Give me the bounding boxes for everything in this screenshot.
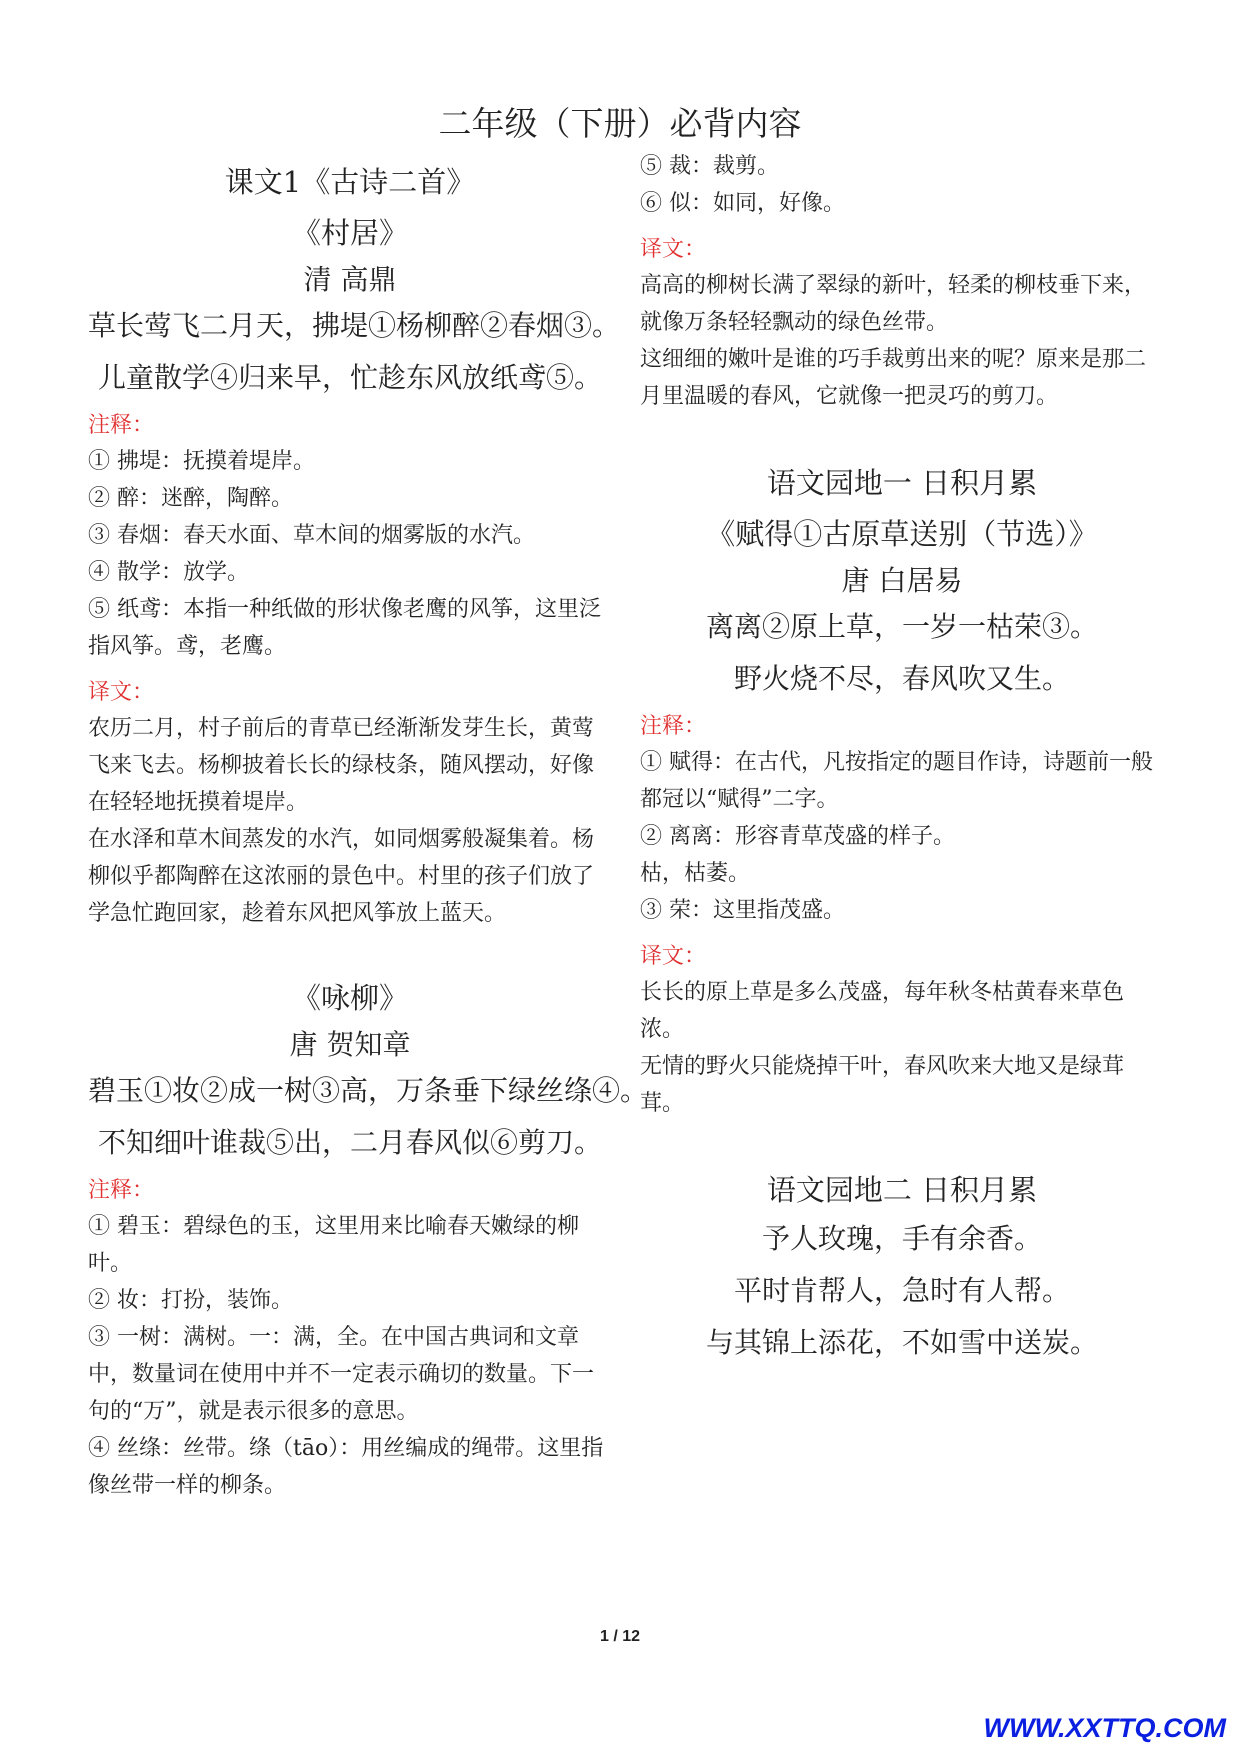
note-item: ③ 荣：这里指茂盛。 xyxy=(640,898,845,923)
poem-line: 草长莺飞二月天，拂堤①杨柳醉②春烟③。 xyxy=(88,309,621,342)
note-item: ② 离离：形容青草茂盛的样子。 xyxy=(640,824,955,849)
site-watermark[interactable]: WWW.XXTTQ.COM xyxy=(983,1713,1226,1743)
translation-paragraph: 在水泽和草木间蒸发的水汽，如同烟雾般凝集着。杨柳似乎都陶醉在这浓丽的景色中。村里的孩子们放了学急忙跑回家，趁着东风把风筝放上蓝天。 xyxy=(88,827,595,926)
translation-label: 译文： xyxy=(640,237,707,262)
right-column xyxy=(640,148,1164,1373)
poem-line: 碧玉①妆②成一树③高，万条垂下绿丝绦④。 xyxy=(88,1074,649,1107)
page-title: 二年级（下册）必背内容 xyxy=(438,104,802,143)
translation-paragraph: 高高的柳树长满了翠绿的新叶，轻柔的柳枝垂下来，就像万条轻轻飘动的绿色丝带。 xyxy=(640,273,1147,335)
note-item: ① 赋得：在古代，凡按指定的题目作诗，诗题前一般都冠以“赋得”二字。 xyxy=(640,750,1153,812)
saying-line: 平时肯帮人，急时有人帮。 xyxy=(733,1274,1070,1307)
translation-label: 译文： xyxy=(88,680,155,705)
section-heading: 语文园地二 日积月累 xyxy=(766,1173,1038,1207)
notes-label: 注释： xyxy=(88,413,155,438)
translation-paragraph: 农历二月，村子前后的青草已经渐渐发芽生长，黄莺飞来飞去。杨柳披着长长的绿枝条，随风摆动，好像在轻轻地抚摸着堤岸。 xyxy=(88,716,595,815)
poem-title-fude: 《赋得①古原草送别（节选）》 xyxy=(706,517,1098,551)
poem-line: 儿童散学④归来早，忙趁东风放纸鸢⑤。 xyxy=(97,361,602,394)
left-column xyxy=(88,148,649,1504)
note-item: ① 拂堤：抚摸着堤岸。 xyxy=(88,449,315,474)
saying-line: 与其锦上添花，不如雪中送炭。 xyxy=(705,1326,1098,1359)
translation-paragraph: 无情的野火只能烧掉干叶，春风吹来大地又是绿茸茸。 xyxy=(640,1054,1125,1116)
note-item: ⑥ 似：如同，好像。 xyxy=(640,191,845,216)
poem-title-yongliu: 《咏柳》 xyxy=(291,981,408,1015)
translation-label: 译文： xyxy=(640,944,707,969)
note-item: ① 碧玉：碧绿色的玉，这里用来比喻春天嫩绿的柳叶。 xyxy=(88,1214,579,1276)
note-item: ⑤ 纸鸢：本指一种纸做的形状像老鹰的风筝，这里泛指风筝。鸢，老鹰。 xyxy=(88,597,601,659)
poem-author: 唐 白居易 xyxy=(841,564,963,597)
note-item: ② 妆：打扮，装饰。 xyxy=(88,1288,293,1313)
poem-author: 唐 贺知章 xyxy=(289,1028,411,1061)
poem-title-cunju: 《村居》 xyxy=(291,216,408,250)
poem-author: 清 高鼎 xyxy=(303,263,397,296)
translation-paragraph: 这细细的嫩叶是谁的巧手裁剪出来的呢？原来是那二月里温暖的春风，它就像一把灵巧的剪刀。 xyxy=(640,347,1147,409)
poem-line: 野火烧不尽，春风吹又生。 xyxy=(733,662,1070,695)
notes-label: 注释： xyxy=(640,714,707,739)
poem-line: 离离②原上草，一岁一枯荣③。 xyxy=(705,610,1098,643)
translation-paragraph: 长长的原上草是多么茂盛，每年秋冬枯黄春来草色浓。 xyxy=(640,980,1125,1042)
note-item: 枯，枯萎。 xyxy=(640,861,751,886)
note-item: ⑤ 裁：裁剪。 xyxy=(640,154,779,179)
note-item: ④ 丝绦：丝带。绦（tāo）：用丝编成的绳带。这里指像丝带一样的柳条。 xyxy=(88,1436,604,1498)
notes-label: 注释： xyxy=(88,1178,155,1203)
lesson-title: 课文1《古诗二首》 xyxy=(224,165,476,199)
page-number: 1 / 12 xyxy=(599,1628,641,1645)
note-item: ④ 散学：放学。 xyxy=(88,560,249,585)
note-item: ③ 春烟：春天水面、草木间的烟雾版的水汽。 xyxy=(88,523,535,548)
note-item: ③ 一树：满树。一：满，全。在中国古典词和文章中，数量词在使用中并不一定表示确切的数量。下一句的“万”，就是表示很多的意思。 xyxy=(88,1325,595,1424)
section-heading: 语文园地一 日积月累 xyxy=(766,466,1038,500)
note-item: ② 醉：迷醉，陶醉。 xyxy=(88,486,293,511)
saying-line: 予人玫瑰，手有余香。 xyxy=(761,1222,1042,1255)
poem-line: 不知细叶谁裁⑤出，二月春风似⑥剪刀。 xyxy=(97,1126,602,1159)
